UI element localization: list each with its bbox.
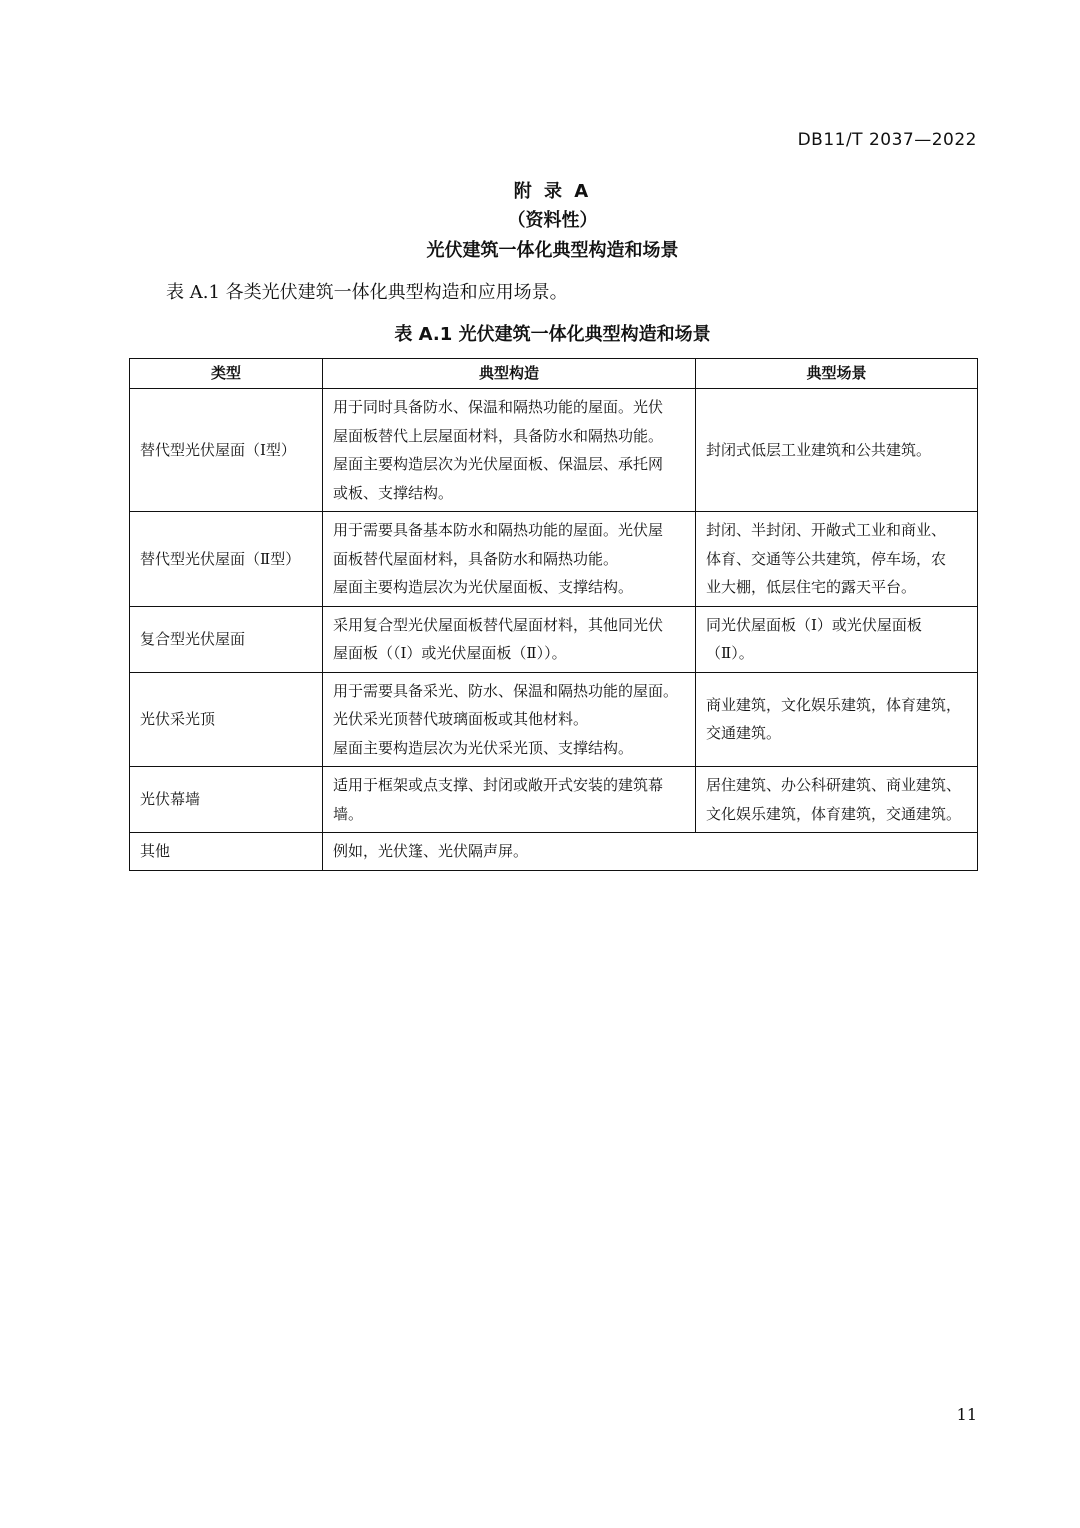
text-line: 面板替代屋面材料，具备防水和隔热功能。	[333, 549, 619, 568]
text-line: 居住建筑、办公科研建筑、商业建筑、	[706, 776, 962, 794]
page-number: 11	[956, 1405, 977, 1424]
text-line: 或板、支撑结构。	[333, 483, 454, 502]
cell-construction	[323, 512, 696, 607]
text-line: （Ⅱ）。	[706, 644, 754, 662]
cell-scenario	[696, 606, 978, 672]
text-line: 用于需要具备采光、防水、保温和隔热功能的屋面。	[333, 681, 679, 700]
header-type: 类型	[130, 359, 323, 389]
table-caption: 表 A.1 光伏建筑一体化典型构造和场景	[394, 324, 711, 345]
text-line: 屋面板（（Ⅰ）或光伏屋面板（Ⅱ））。	[333, 644, 567, 662]
table-row	[130, 672, 978, 767]
text-line: 墙。	[333, 804, 364, 823]
text-line: 封闭式低层工业建筑和公共建筑。	[706, 440, 932, 459]
appendix-title: 光伏建筑一体化典型构造和场景	[426, 240, 679, 261]
cell-construction	[323, 767, 696, 833]
text-line: 屋面主要构造层次为光伏屋面板、保温层、承托网	[333, 455, 664, 473]
cell-type: 其他	[130, 833, 323, 871]
table-row	[130, 833, 978, 871]
table-header-row	[130, 359, 978, 389]
cell-scenario	[696, 672, 978, 767]
cell-merged: 例如，光伏篷、光伏隔声屏。	[323, 833, 978, 871]
text-line: 文化娱乐建筑，体育建筑，交通建筑。	[706, 804, 962, 823]
standard-code: DB11/T 2037—2022	[797, 130, 977, 150]
cell-scenario	[696, 512, 978, 607]
text-line: 光伏采光顶替代玻璃面板或其他材料。	[333, 710, 589, 728]
text-line: 屋面主要构造层次为光伏采光顶、支撑结构。	[333, 738, 634, 757]
appendix-label: 附 录 A	[513, 181, 592, 202]
table-row	[130, 606, 978, 672]
table-row	[130, 512, 978, 607]
text-line: 商业建筑，文化娱乐建筑，体育建筑，	[706, 695, 962, 714]
cell-construction	[323, 389, 696, 512]
text-line: 适用于框架或点支撑、封闭或敞开式安装的建筑幕	[333, 776, 664, 794]
cell-type: 替代型光伏屋面（Ⅱ型）	[130, 512, 323, 607]
table-row	[130, 767, 978, 833]
text-line: 业大棚，低层住宅的露天平台。	[706, 578, 917, 596]
appendix-nature: （资料性）	[507, 210, 598, 231]
text-line: 交通建筑。	[706, 724, 782, 743]
text-line: 用于同时具备防水、保温和隔热功能的屋面。光伏	[333, 398, 664, 416]
intro-paragraph: 表 A.1 各类光伏建筑一体化典型构造和应用场景。	[166, 282, 568, 303]
cell-type: 复合型光伏屋面	[130, 606, 323, 672]
text-line: 屋面主要构造层次为光伏屋面板、支撑结构。	[333, 578, 634, 596]
text-line: 封闭、半封闭、开敞式工业和商业、	[706, 521, 947, 539]
table-row	[130, 389, 978, 512]
cell-scenario	[696, 389, 978, 512]
construction-table	[129, 358, 978, 871]
cell-scenario	[696, 767, 978, 833]
cell-construction	[323, 672, 696, 767]
cell-construction	[323, 606, 696, 672]
cell-type: 光伏幕墙	[130, 767, 323, 833]
text-line: 同光伏屋面板（Ⅰ）或光伏屋面板	[706, 615, 922, 634]
text-line: 体育、交通等公共建筑，停车场，农	[706, 549, 947, 568]
text-line: 用于需要具备基本防水和隔热功能的屋面。光伏屋	[333, 521, 664, 539]
cell-type: 替代型光伏屋面（Ⅰ型）	[130, 389, 323, 512]
header-scenario: 典型场景	[696, 359, 978, 389]
text-line: 采用复合型光伏屋面板替代屋面材料，其他同光伏	[333, 615, 664, 634]
text-line: 屋面板替代上层屋面材料，具备防水和隔热功能。	[333, 426, 664, 445]
header-construction: 典型构造	[323, 359, 696, 389]
cell-type: 光伏采光顶	[130, 672, 323, 767]
